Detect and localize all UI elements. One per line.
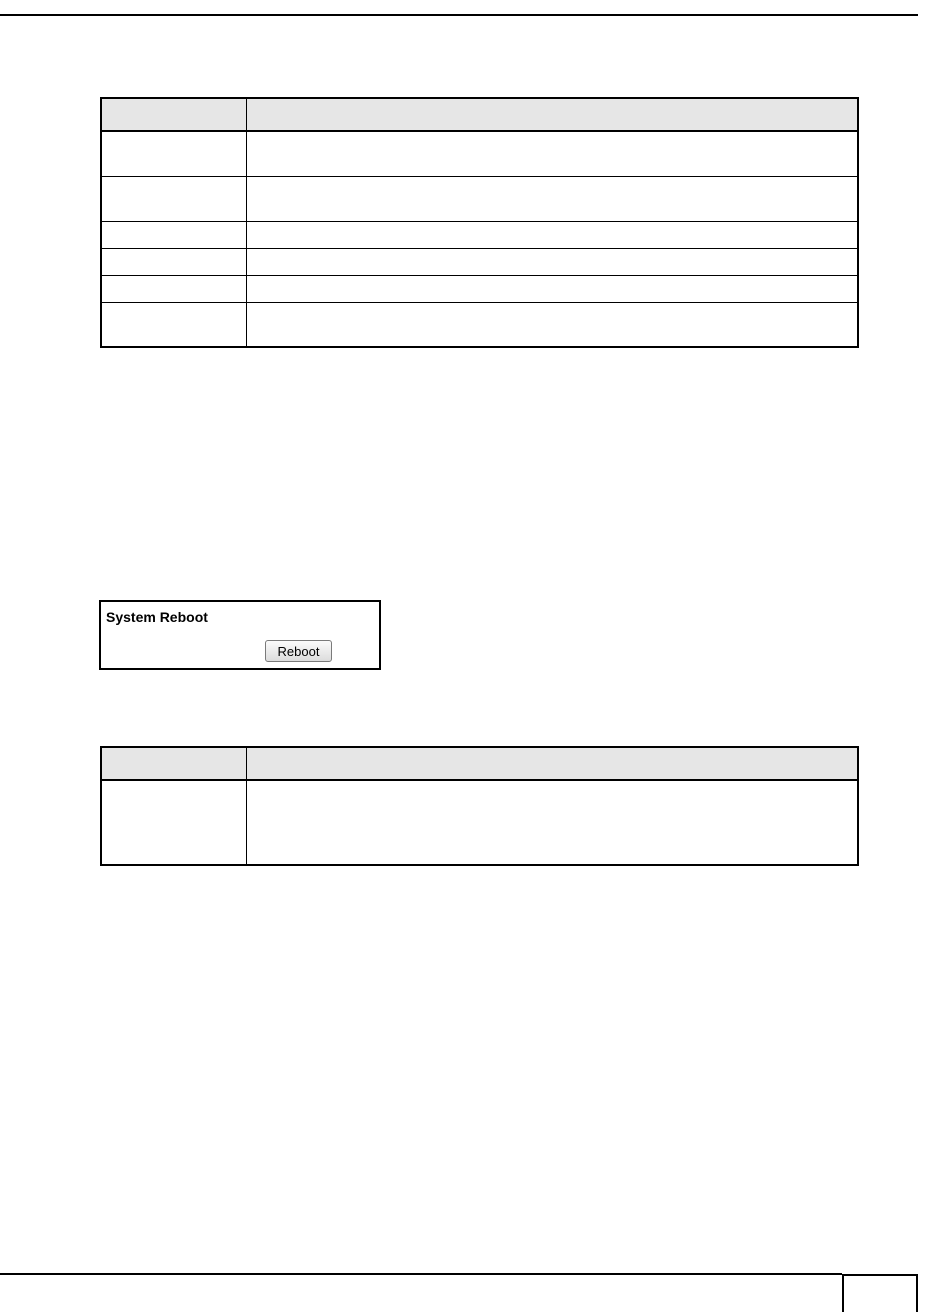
system-reboot-screenshot bbox=[99, 600, 381, 670]
footer-rule bbox=[0, 1273, 842, 1275]
page-number bbox=[842, 1274, 918, 1312]
table-header-description bbox=[246, 747, 858, 780]
reboot-button[interactable]: Reboot bbox=[265, 640, 332, 662]
system-reboot-title: System Reboot bbox=[106, 609, 208, 625]
table-cell-label bbox=[101, 176, 246, 221]
table-row bbox=[101, 302, 858, 347]
table-cell-label bbox=[101, 275, 246, 302]
table-row bbox=[101, 275, 858, 302]
table-cell-label bbox=[101, 248, 246, 275]
table-row bbox=[101, 248, 858, 275]
table-row bbox=[101, 780, 858, 865]
table-row bbox=[101, 131, 858, 176]
table-cell-description bbox=[246, 780, 858, 865]
table-row bbox=[101, 221, 858, 248]
table-header-row bbox=[101, 98, 858, 131]
header-rule bbox=[0, 14, 918, 16]
table-header-row bbox=[101, 747, 858, 780]
table-cell-description bbox=[246, 176, 858, 221]
table-header-label bbox=[101, 98, 246, 131]
table-cell-description bbox=[246, 248, 858, 275]
table-cell-label bbox=[101, 221, 246, 248]
table-header-description bbox=[246, 98, 858, 131]
reboot-description-table bbox=[100, 746, 859, 866]
table-cell-label bbox=[101, 780, 246, 865]
table-header-label bbox=[101, 747, 246, 780]
table-cell-label bbox=[101, 131, 246, 176]
field-description-table bbox=[100, 97, 859, 348]
table-cell-description bbox=[246, 302, 858, 347]
table-cell-description bbox=[246, 131, 858, 176]
table-cell-description bbox=[246, 221, 858, 248]
table-row bbox=[101, 176, 858, 221]
table-cell-label bbox=[101, 302, 246, 347]
table-cell-description bbox=[246, 275, 858, 302]
